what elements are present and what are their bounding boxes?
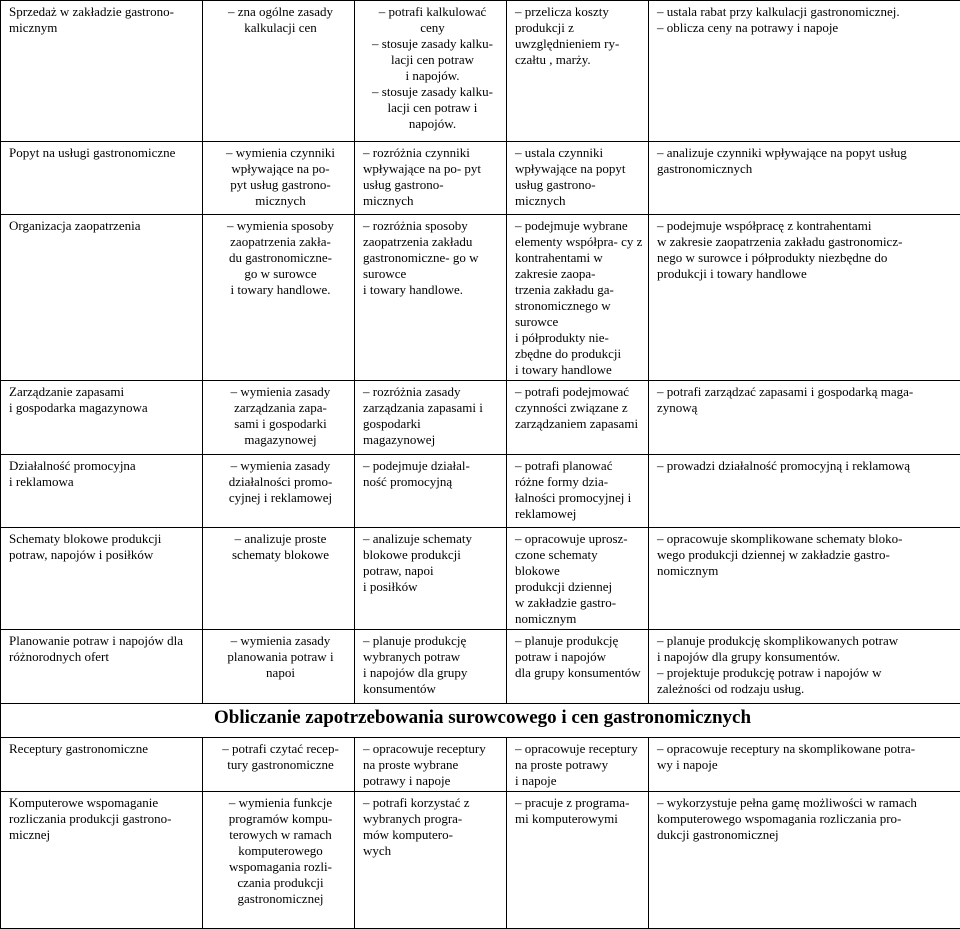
requirement-cell: – planuje produkcję wybranych potraw i napojów dla grupy konsumentów [355,630,507,704]
table-row [1,215,960,381]
requirement-cell: – rozróżnia czynniki wpływające na po- pyt usług gastrono- micznych [355,142,507,215]
requirement-cell: – opracowuje skomplikowane schematy bloko- wego produkcji dziennej w zakładzie gastro- nomicznym [649,528,960,630]
requirement-cell: – potrafi zarządzać zapasami i gospodarką maga- zynową [649,381,960,455]
requirement-cell: – potrafi planować różne formy dzia- łalności promocyjnej i reklamowej [507,455,649,528]
requirement-cell: – wymienia zasady działalności promo- cyjnej i reklamowej [203,455,355,528]
table-row [1,792,960,929]
requirement-cell: – podejmuje współpracę z kontrahentami w zakresie zaopatrzenia zakładu gastronomicz- nego w surowce i półprodukty niezbędne do produkcji i towary handlowe [649,215,960,381]
requirement-cell: – analizuje proste schematy blokowe [203,528,355,630]
requirement-cell: – rozróżnia sposoby zaopatrzenia zakładu gastronomiczne- go w surowce i towary handlowe. [355,215,507,381]
requirement-cell: – opracowuje receptury na proste wybrane potrawy i napoje [355,738,507,792]
section-title-row [1,704,960,738]
requirement-cell: – opracowuje receptury na skomplikowane potra- wy i napoje [649,738,960,792]
requirement-cell: – podejmuje działal- ność promocyjną [355,455,507,528]
requirement-cell: – analizuje schematy blokowe produkcji potraw, napoi i posiłków [355,528,507,630]
requirement-cell: – prowadzi działalność promocyjną i reklamową [649,455,960,528]
requirement-cell: – wymienia zasady planowania potraw i napoi [203,630,355,704]
requirement-cell: – rozróżnia zasady zarządzania zapasami i gospodarki magazynowej [355,381,507,455]
topic-cell: Popyt na usługi gastronomiczne [1,142,203,215]
table-row [1,455,960,528]
topic-cell: Schematy blokowe produkcji potraw, napojów i posiłków [1,528,203,630]
topic-cell: Receptury gastronomiczne [1,738,203,792]
table-row [1,630,960,704]
requirement-cell: – podejmuje wybrane elementy współpra- cy z kontrahentami w zakresie zaopa- trzenia zakładu ga- stronomicznego w surowce i półprodukty nie- zbędne do produkcji i towary handlowe [507,215,649,381]
requirement-cell: – potrafi podejmować czynności związane z zarządzaniem zapasami [507,381,649,455]
requirement-cell: – wymienia sposoby zaopatrzenia zakła- du gastronomiczne- go w surowce i towary handlowe. [203,215,355,381]
topic-cell: Działalność promocyjna i reklamowa [1,455,203,528]
table-row [1,528,960,630]
requirement-cell: – planuje produkcję skomplikowanych potraw i napojów dla grupy konsumentów. – projektuje produkcję potraw i napojów w zależności od rodzaju usług. [649,630,960,704]
requirement-cell: – potrafi korzystać z wybranych progra- mów komputero- wych [355,792,507,929]
requirement-cell: – opracowuje uprosz- czone schematy blokowe produkcji dziennej w zakładzie gastro- nomicznym [507,528,649,630]
requirement-cell: – zna ogólne zasady kalkulacji cen [203,1,355,142]
topic-cell: Sprzedaż w zakładzie gastrono- micznym [1,1,203,142]
requirement-cell: – pracuje z programa- mi komputerowymi [507,792,649,929]
topic-cell: Planowanie potraw i napojów dla różnorodnych ofert [1,630,203,704]
requirement-cell: – planuje produkcję potraw i napojów dla grupy konsumentów [507,630,649,704]
topic-cell: Zarządzanie zapasami i gospodarka magazynowa [1,381,203,455]
topic-cell: Organizacja zaopatrzenia [1,215,203,381]
table-row [1,381,960,455]
section-title: Obliczanie zapotrzebowania surowcowego i cen gastronomicznych [214,707,751,728]
requirement-cell: – potrafi kalkulować ceny – stosuje zasady kalku- lacji cen potraw i napojów. – stosuje zasady kalku- lacji cen potraw i napojów. [355,1,507,142]
requirement-cell: – ustala czynniki wpływające na popyt usług gastrono- micznych [507,142,649,215]
requirement-cell: – opracowuje receptury na proste potrawy i napoje [507,738,649,792]
table-row [1,1,960,142]
requirement-cell: – potrafi czytać recep- tury gastronomiczne [203,738,355,792]
requirement-cell: – wykorzystuje pełna gamę możliwości w ramach komputerowego wspomagania rozliczania pro- dukcji gastronomicznej [649,792,960,929]
requirement-cell: – wymienia zasady zarządzania zapa- sami i gospodarki magazynowej [203,381,355,455]
table-row [1,738,960,792]
requirement-cell: – wymienia czynniki wpływające na po- pyt usług gastrono- micznych [203,142,355,215]
requirement-cell: – przelicza koszty produkcji z uwzględnieniem ry- czałtu , marży. [507,1,649,142]
requirement-cell: – analizuje czynniki wpływające na popyt usług gastronomicznych [649,142,960,215]
table-row [1,142,960,215]
topic-cell: Komputerowe wspomaganie rozliczania produkcji gastrono- micznej [1,792,203,929]
requirement-cell: – wymienia funkcje programów kompu- terowych w ramach komputerowego wspomagania rozli- czania produkcji gastronomicznej [203,792,355,929]
requirement-cell: – ustala rabat przy kalkulacji gastronomicznej. – oblicza ceny na potrawy i napoje [649,1,960,142]
